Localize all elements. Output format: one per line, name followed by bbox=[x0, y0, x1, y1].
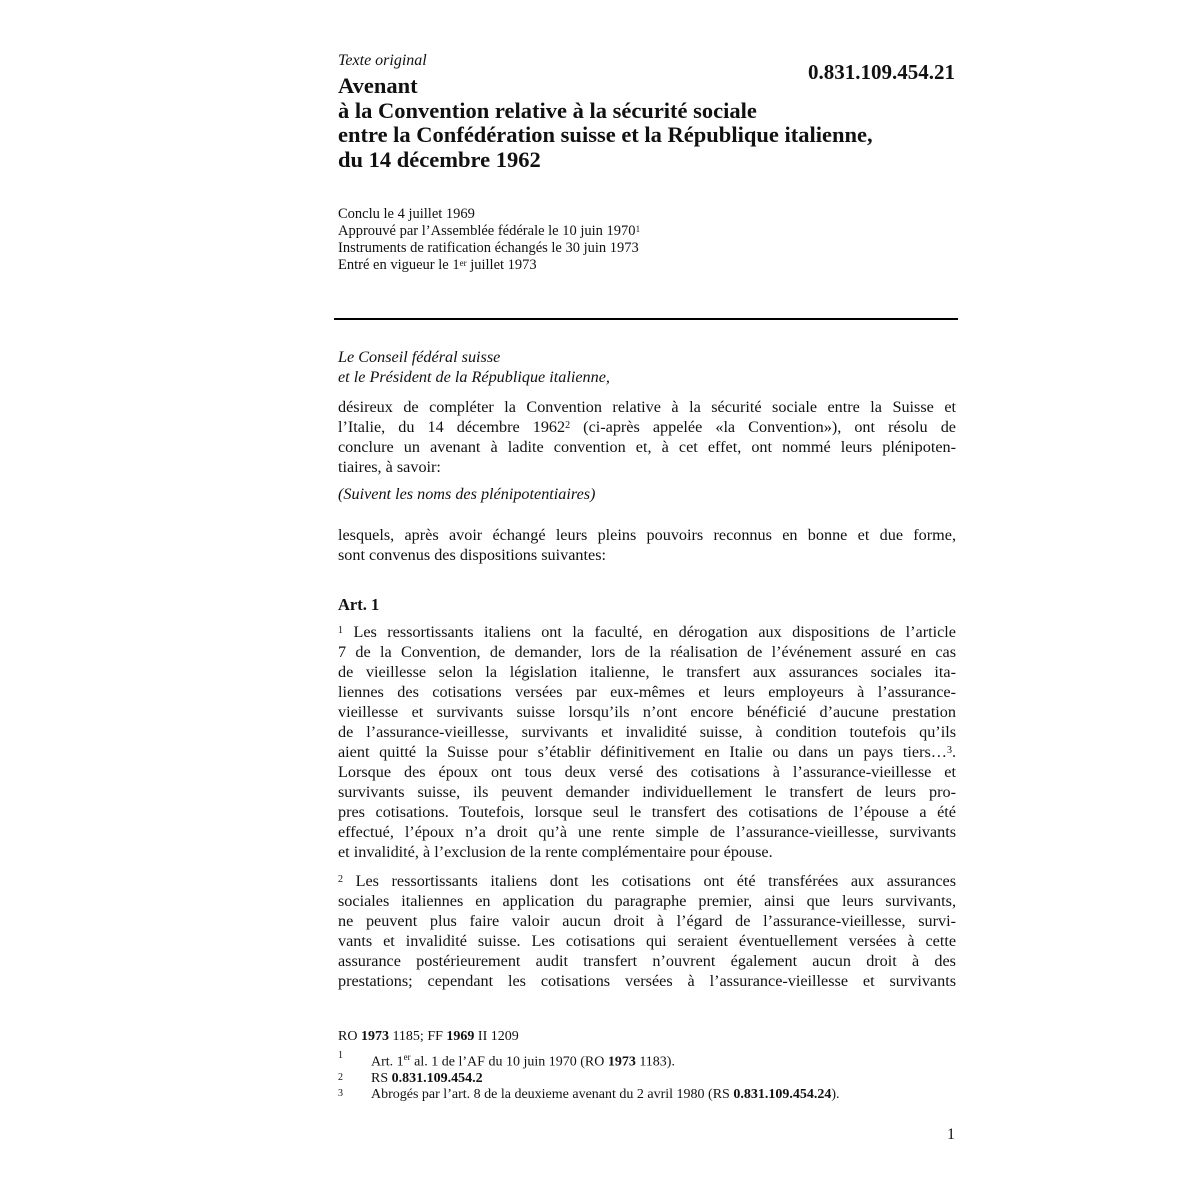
ordinal-suffix: er bbox=[403, 1052, 411, 1062]
footnote-ref[interactable]: 3 bbox=[946, 745, 952, 756]
footnote-number: 2 bbox=[338, 1071, 343, 1083]
text-line: tiaires, à savoir: bbox=[338, 458, 441, 476]
text-span: RS bbox=[371, 1070, 392, 1086]
text-line bbox=[338, 742, 956, 762]
text-line: lesquels, après avoir échangé leurs pleins pouvoirs reconnus en bonne et due forme, bbox=[338, 526, 956, 544]
footnote-text bbox=[371, 1049, 675, 1071]
text-line: et invalidité, à l’exclusion de la rente complémentaire pour épouse. bbox=[338, 843, 773, 861]
text-span: ). bbox=[831, 1086, 840, 1102]
article-paragraph-2 bbox=[338, 871, 956, 991]
text-span: (ci-après appelée «la Convention»), ont résolu de bbox=[570, 418, 956, 436]
sr-number: 0.831.109.454.21 bbox=[808, 60, 955, 84]
title-line: du 14 décembre 1962 bbox=[338, 146, 541, 172]
text-line: liennes des cotisations versées par eux-mêmes et leurs employeurs à l’assurance- bbox=[338, 683, 956, 701]
horizontal-rule bbox=[334, 318, 958, 320]
footnote-text bbox=[371, 1087, 840, 1103]
entry-into-force bbox=[338, 257, 640, 274]
ordinal-suffix: er bbox=[459, 258, 467, 268]
text-line: prestations; cependant les cotisations versées à l’assurance-vieillesse et survivants bbox=[338, 972, 956, 990]
text-line: de l’assurance-vieillesse, survivants et invalidité suisse, à condition toutefois qu’ils bbox=[338, 723, 956, 741]
text-span: II 1209 bbox=[474, 1029, 519, 1044]
text-line: (Suivent les noms des plénipotentiaires) bbox=[338, 485, 596, 503]
footnote-number: 3 bbox=[338, 1087, 343, 1099]
text-span: 1183). bbox=[635, 1054, 675, 1070]
text-line: sociales italiennes en application du paragraphe premier, ainsi que leurs survivants, bbox=[338, 892, 956, 910]
text-span: Les ressortissants italiens dont les cotisations ont été transférées aux assurances bbox=[343, 872, 956, 890]
title-line: Avenant bbox=[338, 73, 418, 98]
text-span: Abrogés par l’art. 8 de la deuxieme avenant du 2 avril 1980 (RS bbox=[371, 1086, 734, 1102]
footnotes bbox=[338, 1049, 840, 1103]
text-span: Les ressortissants italiens ont la faculté, en dérogation aux dispositions de l’article bbox=[343, 623, 956, 641]
paragraph-number: 1 bbox=[338, 625, 343, 636]
text-line bbox=[338, 871, 956, 891]
preamble-paragraph bbox=[338, 397, 956, 477]
text-line: effectué, l’époux n’a droit qu’à une rente simple de l’assurance-vieillesse, survivants bbox=[338, 823, 956, 841]
original-text-label: Texte original bbox=[338, 52, 427, 69]
approved-date bbox=[338, 223, 640, 240]
text-line: assurance postérieurement audit transfert n’ouvrent également aucun droit à des bbox=[338, 952, 956, 970]
footnote bbox=[338, 1049, 840, 1071]
article-title: Art. 1 bbox=[338, 595, 380, 614]
text-span: aient quitté la Suisse pour s’établir définitivement en Italie ou dans un pays tiers… bbox=[338, 743, 947, 761]
text-span: 1973 bbox=[360, 1029, 389, 1044]
footnote-number: 1 bbox=[338, 1050, 343, 1061]
footnote bbox=[338, 1087, 840, 1103]
paragraph-number: 2 bbox=[338, 874, 343, 885]
agreement-paragraph bbox=[338, 525, 956, 565]
publication-reference bbox=[338, 1029, 519, 1045]
text-line bbox=[338, 417, 956, 437]
footnote-text bbox=[371, 1071, 483, 1087]
text-line: 7 de la Convention, de demander, lors de la réalisation de l’événement assuré en cas bbox=[338, 643, 956, 661]
text-line bbox=[338, 622, 956, 642]
text-span: 1973 bbox=[607, 1054, 636, 1070]
concluded-date: Conclu le 4 juillet 1969 bbox=[338, 206, 475, 222]
text-span: l’Italie, du 14 décembre 1962 bbox=[338, 418, 566, 436]
text-line: ne peuvent plus faire valoir aucun droit à l’égard de l’assurance-vieillesse, survi- bbox=[338, 912, 956, 930]
text-line: sont convenus des dispositions suivantes: bbox=[338, 546, 606, 564]
title-line: à la Convention relative à la sécurité sociale bbox=[338, 97, 757, 123]
text-span: Art. 1 bbox=[371, 1054, 404, 1070]
text-span: 1969 bbox=[446, 1029, 475, 1044]
text-span: RO bbox=[338, 1029, 361, 1044]
entry-prefix: Entré en vigueur le 1 bbox=[338, 257, 460, 273]
text-span: 0.831.109.454.24 bbox=[733, 1086, 832, 1102]
approved-text: Approuvé par l’Assemblée fédérale le 10 juin 1970 bbox=[338, 223, 636, 239]
footnote-ref[interactable]: 2 bbox=[565, 420, 571, 431]
text-line: conclure un avenant à ladite convention et, à cet effet, ont nommé leurs plénipoten- bbox=[338, 438, 956, 456]
text-line: survivants suisse, ils peuvent demander individuellement le transfert de leurs pro- bbox=[338, 783, 956, 801]
party-line: Le Conseil fédéral suisse bbox=[338, 348, 501, 366]
text-line: vants et invalidité suisse. Les cotisations qui seraient éventuellement versées à cette bbox=[338, 932, 956, 950]
footnote-ref[interactable]: 1 bbox=[635, 224, 641, 234]
document-title bbox=[338, 74, 958, 172]
text-span: al. 1 de l’AF du 10 juin 1970 (RO bbox=[410, 1054, 608, 1070]
plenipotentiaries-note bbox=[338, 484, 956, 504]
text-span: 0.831.109.454.2 bbox=[391, 1070, 483, 1086]
text-line: de vieillesse selon la législation italienne, le transfert aux assurances sociales ita- bbox=[338, 663, 956, 681]
text-line: vieillesse et survivants suisse lorsqu’ils n’ont encore bénéficié d’aucune prestation bbox=[338, 703, 956, 721]
title-line: entre la Confédération suisse et la République italienne, bbox=[338, 122, 873, 147]
article-paragraph-1 bbox=[338, 622, 956, 862]
text-line: désireux de compléter la Convention relative à la sécurité sociale entre la Suisse et bbox=[338, 398, 956, 416]
parties bbox=[338, 347, 956, 387]
party-line: et le Président de la République italienne, bbox=[338, 368, 610, 386]
text-span: 1185; FF bbox=[388, 1029, 447, 1044]
entry-suffix: juillet 1973 bbox=[466, 257, 537, 273]
footnote bbox=[338, 1071, 840, 1087]
text-line: Lorsque des époux ont tous deux versé des cotisations à l’assurance-vieillesse et bbox=[338, 763, 956, 781]
dates-block bbox=[338, 206, 640, 274]
text-line: pres cotisations. Toutefois, lorsque seul le transfert des cotisations de l’épouse a été bbox=[338, 803, 956, 821]
page-number: 1 bbox=[947, 1126, 955, 1143]
ratification-date: Instruments de ratification échangés le 30 juin 1973 bbox=[338, 240, 639, 256]
text-span: . bbox=[951, 743, 956, 761]
